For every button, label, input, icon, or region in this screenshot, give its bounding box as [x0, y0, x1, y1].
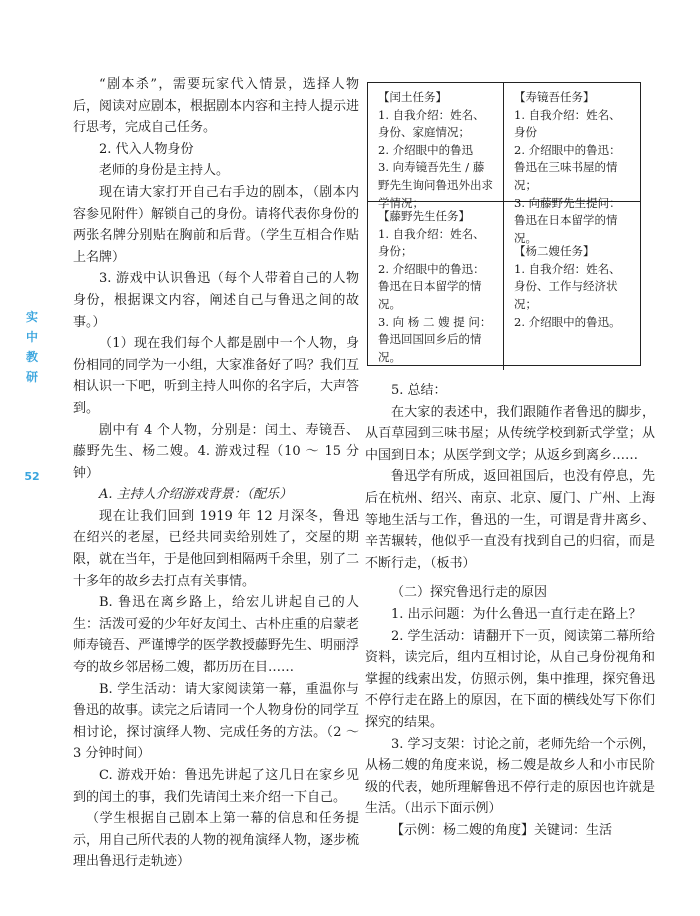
task-cell-tengye	[368, 202, 504, 370]
sidebar-char: 中	[25, 330, 38, 344]
task-title: 【闰土任务】	[378, 90, 447, 104]
paragraph: （学生根据自己剧本上第一幕的信息和任务提示，用自己所代表的人物的视角演绎人物，逐步梳理出鲁迅行走轨迹）	[73, 811, 360, 870]
paragraph: 3. 学习支架：讨论之前，老师先给一个示例，从杨二嫂的角度来说，杨二嫂是故乡人和小市民阶级的代表，她所理解鲁迅不停行走的原因也许就是生活。（出示下面示例）	[365, 736, 655, 817]
paragraph: 2. 学生活动：请翻开下一页，阅读第二幕所给资料，读完后，组内互相讨论，从自己身份视角和掌握的线索出发，仿照示例，集中推理，探究鲁迅不停行走在路上的原因，在下面的横线处写下你们探究的结果。	[365, 628, 655, 730]
paragraph: B. 学生活动：请大家阅读第一幕，重温你与鲁迅的故事。读完之后请同一个人物身份的同学互相讨论，探讨演绎人物、完成任务的方法。（2 ～ 3 分钟时间）	[73, 681, 360, 762]
task-item: 1. 自我介绍：姓名、身份、工作与经济状况；	[514, 261, 621, 311]
task-cell-runtu	[368, 83, 504, 210]
task-item: 2. 介绍眼中的鲁迅。	[514, 314, 621, 329]
paragraph: 鲁迅学有所成，返回祖国后，也没有停息，先后在杭州、绍兴、南京、北京、厦门、广州、上海等地生活与工作，鲁迅的一生，可谓是背井离乡、辛苦辗转，他似乎一直没有找到自己的归宿，而是不断行走，（板书）	[365, 469, 655, 571]
sidebar-char: 教	[25, 350, 38, 364]
task-cell-yangersao	[504, 202, 640, 370]
task-item: 1. 自我介绍：姓名、身份	[514, 107, 621, 140]
section-title: （二）探究鲁迅行走的原因	[391, 585, 548, 601]
paragraph: B. 鲁迅在离乡路上，给宏儿讲起自己的人生：活泼可爱的少年好友闰土、古朴庄重的启蒙老师寿镜吾、严谨博学的医学教授藤野先生、明丽浮夸的故乡邻居杨二嫂，都历历在目……	[73, 595, 360, 676]
task-title: 【藤野先生任务】	[378, 209, 470, 223]
paragraph: C. 游戏开始：鲁迅先讲起了这几日在家乡见到的闰土的事，我们先请闰土来介绍一下自己。	[73, 768, 359, 805]
paragraph: 现在请大家打开自己右手边的剧本，（剧本内容参见附件）解锁自己的身份。请将代表你身份的两张名牌分别贴在胸前和后背。（学生互相合作贴上名牌）	[73, 184, 360, 265]
task-title: 【杨二嫂任务】	[514, 244, 595, 259]
paragraph: 1. 出示问题：为什么鲁迅一直行走在路上？	[391, 606, 642, 622]
task-item: 3. 向寿镜吾先生 / 藤野先生询问鲁迅外出求学情况；	[378, 160, 493, 210]
paragraph: 2. 代入人物身份	[99, 141, 194, 157]
right-column	[365, 380, 655, 841]
sidebar-char: 研	[25, 370, 38, 384]
page-number: 52	[24, 470, 40, 483]
task-title: 【寿镜吾任务】	[514, 90, 595, 104]
left-column	[73, 74, 359, 873]
task-cell-shoujingwu	[504, 83, 640, 245]
task-item: 1. 自我介绍：姓名、身份；	[378, 226, 485, 259]
paragraph: 5. 总结：	[391, 383, 447, 398]
task-item: 3. 向藤野先生提问：鲁迅在日本留学的情况。	[514, 195, 621, 245]
paragraph: 老师的身份是主持人。	[99, 163, 230, 179]
paragraph: 3. 游戏中认识鲁迅（每个人带着自己的人物身份，根据课文内容，阐述自己与鲁迅之间的故事。）	[73, 271, 359, 330]
paragraph: 在大家的表述中，我们跟随作者鲁迅的脚步，从百草园到三味书屋；从传统学校到新式学堂；从中国到日本；从医学到文学；从返乡到离乡……	[365, 404, 655, 463]
task-table	[367, 82, 641, 366]
paragraph: A. 主持人介绍游戏背景：（配乐）	[99, 487, 293, 503]
paragraph: 【示例：杨二嫂的角度】关键词：生活	[391, 822, 613, 838]
paragraph: “剧本杀”，需要玩家代入情景，选择人物后，阅读对应剧本，根据剧本内容和主持人提示进行思考，完成自己任务。	[73, 77, 360, 136]
task-item: 3. 向 杨 二 嫂 提 问：鲁迅回国回乡后的情况。	[378, 314, 492, 364]
task-item: 2. 介绍眼中的鲁迅：鲁迅在三味书屋的情况；	[514, 142, 621, 192]
paragraph: 剧中有 4 个人物，分别是：闰土、寿镜吾、藤野先生、杨二嫂。4. 游戏过程（10 ～ 15 分钟）	[73, 422, 359, 481]
task-item: 2. 介绍眼中的鲁迅：鲁迅在日本留学的情况。	[378, 261, 485, 311]
sidebar-label	[22, 307, 42, 387]
paragraph: 现在让我们回到 1919 年 12 月深冬，鲁迅在绍兴的老屋，已经共同卖给别姓了，交屋的期限，就在当年，于是他回到相隔两千余里，别了二十多年的故乡去打点有关事情。	[73, 508, 360, 589]
task-item: 1. 自我介绍：姓名、身份、家庭情况；	[378, 107, 485, 140]
sidebar-char: 实	[25, 310, 38, 324]
paragraph: （1）现在我们每个人都是剧中一个人物，身份相同的同学为一小组，大家准备好了吗？我们互相认识一下吧，听到主持人叫你的名字后，大声答到。	[73, 336, 360, 416]
task-item: 2. 介绍眼中的鲁迅	[378, 142, 474, 157]
